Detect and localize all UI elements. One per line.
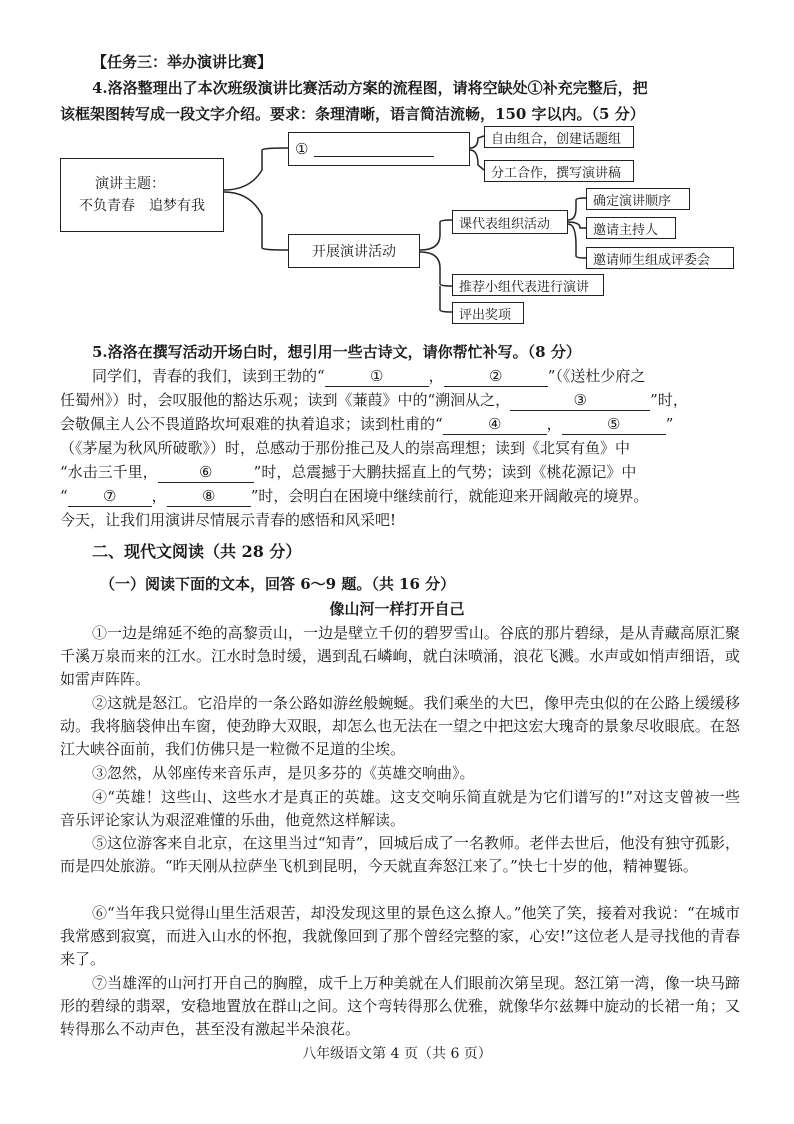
diagram-b2-child2 — [452, 274, 604, 296]
q5-blank5: ⑤ — [562, 414, 666, 435]
diagram-sub3-label: 邀请师生组成评委会 — [593, 252, 711, 268]
diagram-b2-child3-label: 评出奖项 — [459, 307, 512, 323]
article-paragraph-1: ①一边是绵延不绝的高黎贡山，一边是壁立千仞的碧罗雪山。谷底的那片碧绿，是从青藏高原汇聚千溪万泉而来的江水。江水时急时缓，遇到乱石嶙峋，就白沫喷涌，浪花飞溅。水声或如悄声细语，或如雷声阵阵。 — [60, 624, 740, 688]
q5-l6a: “ — [60, 487, 68, 505]
diagram-b1-child2 — [484, 160, 634, 182]
question4-line1: 4.洛洛整理出了本次班级演讲比赛活动方案的流程图，请将空缺处①补充完整后，把 — [92, 79, 648, 97]
q5-blank7: ⑦ — [68, 486, 152, 507]
question4-line2: 该框架图转写成一段文字介绍。要求：条理清晰，语言简洁流畅，150 字以内。（5 分） — [60, 105, 645, 123]
section2-subheader: （一）阅读下面的文本，回答 6～9 题。（共 16 分） — [100, 575, 456, 593]
diagram-root-line2: 不负青春 追梦有我 — [79, 198, 205, 214]
diagram-b1-child2-label: 分工合作，撰写演讲稿 — [491, 165, 622, 181]
diagram-blank1-box — [288, 132, 470, 166]
diagram-b1-child1 — [484, 126, 634, 148]
q5-comma1: ， — [428, 367, 444, 385]
q5-blank3: ③ — [510, 390, 650, 411]
diagram-b1-child1-label: 自由组合，创建话题组 — [491, 131, 622, 147]
q5-line5 — [60, 462, 636, 483]
diagram-sub2 — [586, 217, 676, 239]
diagram-blank1-line — [314, 142, 434, 157]
q5-line4: （《茅屋为秋风所破歌》）时，总感动于那份推己及人的崇高理想；读到《北冥有鱼》中 — [60, 439, 631, 457]
article-paragraph-4: ④“英雄！这些山、这些水才是真正的英雄。这支交响乐简直就是为它们谱写的!”对这支曾被一些音乐评论家认为艰涩难懂的乐曲，他竟然这样解读。 — [60, 788, 740, 829]
article-paragraph-5: ⑤这位游客来自北京，在这里当过“知青”，回城后成了一名教师。老伴去世后，他没有独守孤影，而是四处旅游。“昨天刚从拉萨坐飞机到昆明，今天就直奔怒江来了。”快七十岁的他，精神矍铄。 — [60, 834, 740, 875]
diagram-branch2-box — [288, 234, 420, 268]
diagram-sub2-label: 邀请主持人 — [593, 222, 659, 238]
task3-header: 【任务三：举办演讲比赛】 — [92, 53, 273, 71]
q5-line3 — [60, 414, 673, 435]
q5-blank4: ④ — [443, 414, 547, 435]
q5-l3b: ” — [665, 415, 674, 433]
q5-l5a: “水击三千里， — [60, 463, 158, 481]
q5-blank6: ⑥ — [158, 462, 254, 483]
diagram-sub1 — [586, 188, 690, 210]
article-paragraph-7: ⑦当雄浑的山河打开自己的胸膛，成千上万种美就在人们眼前次第呈现。怒江第一湾，像一块马蹄形的碧绿的翡翠，安稳地置放在群山之间。这个弯转得那么优雅，就像华尔兹舞中旋动的长裙一角；又转得那么不动声色，甚至没有激起半朵浪花。 — [60, 974, 740, 1038]
q5-line1 — [92, 366, 645, 387]
article-paragraph-3: ③忽然，从邻座传来音乐声，是贝多芬的《英雄交响曲》。 — [92, 764, 475, 782]
article-title: 像山河一样打开自己 — [329, 600, 465, 618]
diagram-sub3 — [586, 247, 734, 269]
diagram-b2-child1-label: 课代表组织活动 — [459, 216, 551, 232]
q5-l1b: ”（《送杜少府之 — [547, 367, 646, 385]
diagram-blank1-label: ① — [295, 140, 309, 158]
q5-blank2: ② — [444, 366, 548, 387]
diagram-b2-child3 — [452, 302, 524, 324]
question5-header: 5.洛洛在撰写活动开场白时，想引用一些古诗文，请你帮忙补写。（8 分） — [92, 343, 581, 361]
article-paragraph-6: ⑥“当年我只觉得山里生活艰苦，却没发现这里的景色这么撩人。”他笑了笑，接着对我说：“在城市我常感到寂寞，而进入山水的怀抱，我就像回到了那个曾经完整的家，心安!”这位老人是寻找他的青春来了。 — [60, 904, 740, 968]
diagram-branch2-label: 开展演讲活动 — [312, 244, 396, 260]
q5-l2b: ”时， — [650, 391, 688, 409]
q5-comma2: ， — [546, 415, 562, 433]
diagram-root-line1: 演讲主题： — [95, 176, 165, 192]
q5-blank8: ⑧ — [167, 486, 251, 507]
section2-header: 二、现代文阅读（共 28 分） — [92, 542, 302, 561]
q5-l2a: 任蜀州》）时，会叹服他的豁达乐观；读到《蒹葭》中的“溯洄从之， — [60, 391, 511, 409]
q5-line2 — [60, 390, 688, 411]
q5-line6 — [60, 486, 648, 507]
q5-l3a: 会敬佩主人公不畏道路坎坷艰难的执着追求；读到杜甫的“ — [60, 415, 443, 433]
diagram-b2-child2-label: 推荐小组代表进行演讲 — [459, 279, 590, 295]
article-paragraph-2: ②这就是怒江。它沿岸的一条公路如游丝般蜿蜒。我们乘坐的大巴，像甲壳虫似的在公路上缓缓移动。我将脑袋伸出车窗，使劲睁大双眼，却怎么也无法在一望之中把这宏大瑰奇的景象尽收眼底。在怒江大峡谷面前，我们仿佛只是一粒微不足道的尘埃。 — [60, 694, 740, 758]
diagram-b2-child1 — [452, 210, 568, 234]
q5-blank1: ① — [325, 366, 429, 387]
q5-l1a: 同学们，青春的我们，读到王勃的“ — [92, 367, 325, 385]
diagram-root-box — [60, 158, 224, 232]
q5-l5b: ”时，总震撼于大鹏扶摇直上的气势；读到《桃花源记》中 — [253, 463, 637, 481]
q5-line7: 今天，让我们用演讲尽情展示青春的感悟和风采吧! — [60, 511, 397, 529]
page-footer: 八年级语文第 4 页（共 6 页） — [302, 1046, 492, 1062]
q5-l6b: ”时，会明白在困境中继续前行，就能迎来开阔敞亮的境界。 — [250, 487, 649, 505]
diagram-sub1-label: 确定演讲顺序 — [593, 193, 672, 209]
q5-comma3: ， — [151, 487, 167, 505]
